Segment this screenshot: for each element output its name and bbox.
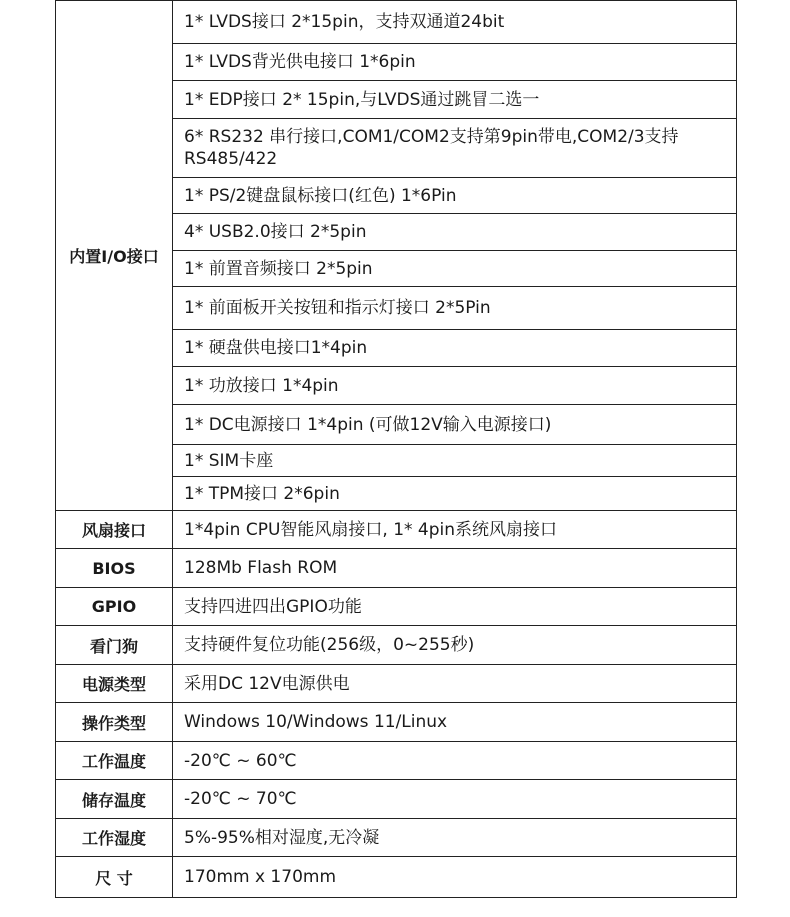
row-value: 5%-95%相对湿度,无冷凝 (173, 819, 737, 857)
table-row (56, 626, 737, 665)
io-item: 1* 前面板开关按钮和指示灯接口 2*5Pin (173, 287, 737, 330)
row-value: 支持四进四出GPIO功能 (173, 588, 737, 626)
io-item: 1* PS/2键盘鼠标接口(红色) 1*6Pin (173, 178, 737, 214)
io-item: 1* 前置音频接口 2*5pin (173, 251, 737, 287)
row-value: 采用DC 12V电源供电 (173, 665, 737, 703)
table-row (56, 511, 737, 549)
row-value: 128Mb Flash ROM (173, 549, 737, 588)
row-label: GPIO (56, 588, 173, 626)
row-value: Windows 10/Windows 11/Linux (173, 703, 737, 742)
row-label: 操作类型 (56, 703, 173, 742)
io-item: 1* EDP接口 2* 15pin,与LVDS通过跳冒二选一 (173, 81, 737, 119)
row-label: 风扇接口 (56, 511, 173, 549)
io-item: 1* DC电源接口 1*4pin (可做12V输入电源接口) (173, 405, 737, 445)
spec-table (55, 0, 737, 898)
row-label: 储存温度 (56, 780, 173, 819)
row-value: 170mm x 170mm (173, 857, 737, 898)
table-row (56, 1, 737, 44)
io-item: 1* SIM卡座 (173, 445, 737, 477)
row-value: 支持硬件复位功能(256级，0~255秒) (173, 626, 737, 665)
row-label: 电源类型 (56, 665, 173, 703)
row-label: 尺 寸 (56, 857, 173, 898)
io-item: 1* TPM接口 2*6pin (173, 477, 737, 511)
io-item: 1* 功放接口 1*4pin (173, 367, 737, 405)
table-row (56, 819, 737, 857)
table-row (56, 703, 737, 742)
table-row (56, 588, 737, 626)
table-row (56, 665, 737, 703)
row-value: 1*4pin CPU智能风扇接口, 1* 4pin系统风扇接口 (173, 511, 737, 549)
row-label: 看门狗 (56, 626, 173, 665)
table-row (56, 780, 737, 819)
table-row (56, 549, 737, 588)
io-item: 1* LVDS接口 2*15pin，支持双通道24bit (173, 1, 737, 44)
row-label: 工作温度 (56, 742, 173, 780)
io-item: 4* USB2.0接口 2*5pin (173, 214, 737, 251)
io-item: 1* LVDS背光供电接口 1*6pin (173, 44, 737, 81)
io-group-label: 内置I/O接口 (56, 1, 173, 511)
table-row (56, 857, 737, 898)
row-label: 工作湿度 (56, 819, 173, 857)
row-value: -20℃ ~ 60℃ (173, 742, 737, 780)
io-item: 1* 硬盘供电接口1*4pin (173, 330, 737, 367)
io-item: 6* RS232 串行接口,COM1/COM2支持第9pin带电,COM2/3支持RS485/422 (173, 119, 737, 178)
row-value: -20℃ ~ 70℃ (173, 780, 737, 819)
table-row (56, 742, 737, 780)
row-label: BIOS (56, 549, 173, 588)
